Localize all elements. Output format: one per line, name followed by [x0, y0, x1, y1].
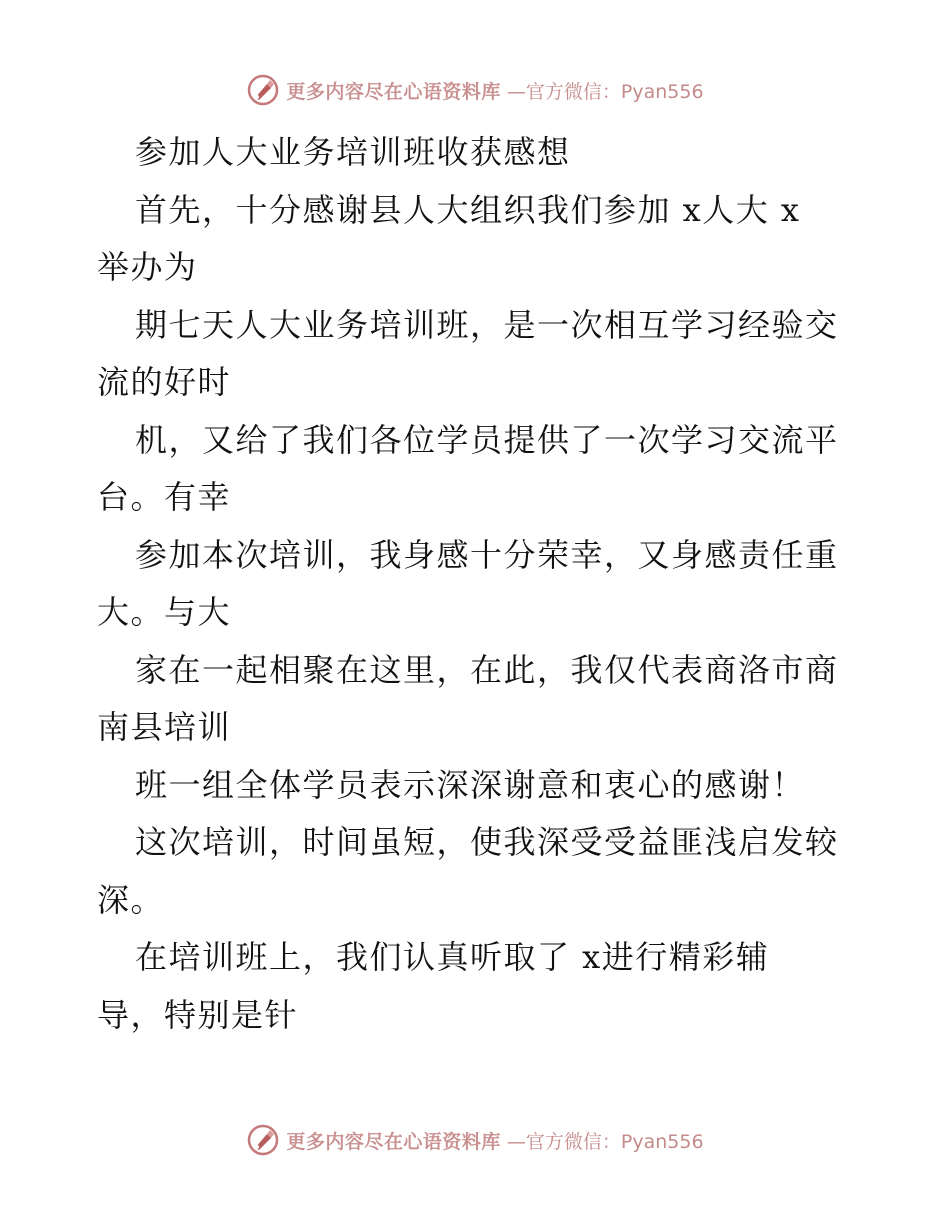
header-wechat-text: —官方微信：Pyan556: [506, 80, 704, 103]
document-title: 参加人大业务培训班收获感想: [135, 133, 571, 171]
paragraph-line: 台。有幸: [97, 478, 232, 516]
paragraph-line: 参加本次培训，我身感十分荣幸，又身感责任重: [135, 535, 839, 574]
footer-wechat-text: —官方微信：Pyan556: [506, 1130, 704, 1153]
paragraph-line: 南县培训: [97, 708, 232, 746]
paragraph-line: 期七天人大业务培训班，是一次相互学习经验交: [135, 305, 839, 344]
paragraph-line: 班一组全体学员表示深深谢意和衷心的感谢！: [135, 765, 806, 804]
header-brand-text: 更多内容尽在心语资料库: [286, 80, 501, 103]
pen-logo-icon: [246, 1123, 280, 1157]
paragraph-line: 机，又给了我们各位学员提供了一次学习交流平: [135, 420, 839, 459]
paragraph-line: 流的好时: [97, 363, 232, 401]
paragraph-line: 大。与大: [97, 593, 232, 631]
paragraph-line: 在培训班上，我们认真听取了 x进行精彩辅: [135, 938, 770, 976]
paragraph-line: 首先，十分感谢县人大组织我们参加 x人大 x: [135, 190, 801, 229]
paragraph-line: 举办为: [97, 248, 198, 286]
paragraph-line: 导，特别是针: [97, 995, 299, 1034]
paragraph-line: 家在一起相聚在这里，在此，我仅代表商洛市商: [135, 650, 839, 689]
footer-brand-text: 更多内容尽在心语资料库: [286, 1130, 501, 1153]
document-body: [97, 124, 857, 1044]
paragraph-line: 深。: [97, 880, 165, 919]
pen-logo-icon: [246, 73, 280, 107]
footer-watermark: [0, 1122, 950, 1158]
header-watermark: [0, 72, 950, 108]
paragraph-line: 这次培训，时间虽短，使我深受受益匪浅启发较: [135, 823, 839, 861]
